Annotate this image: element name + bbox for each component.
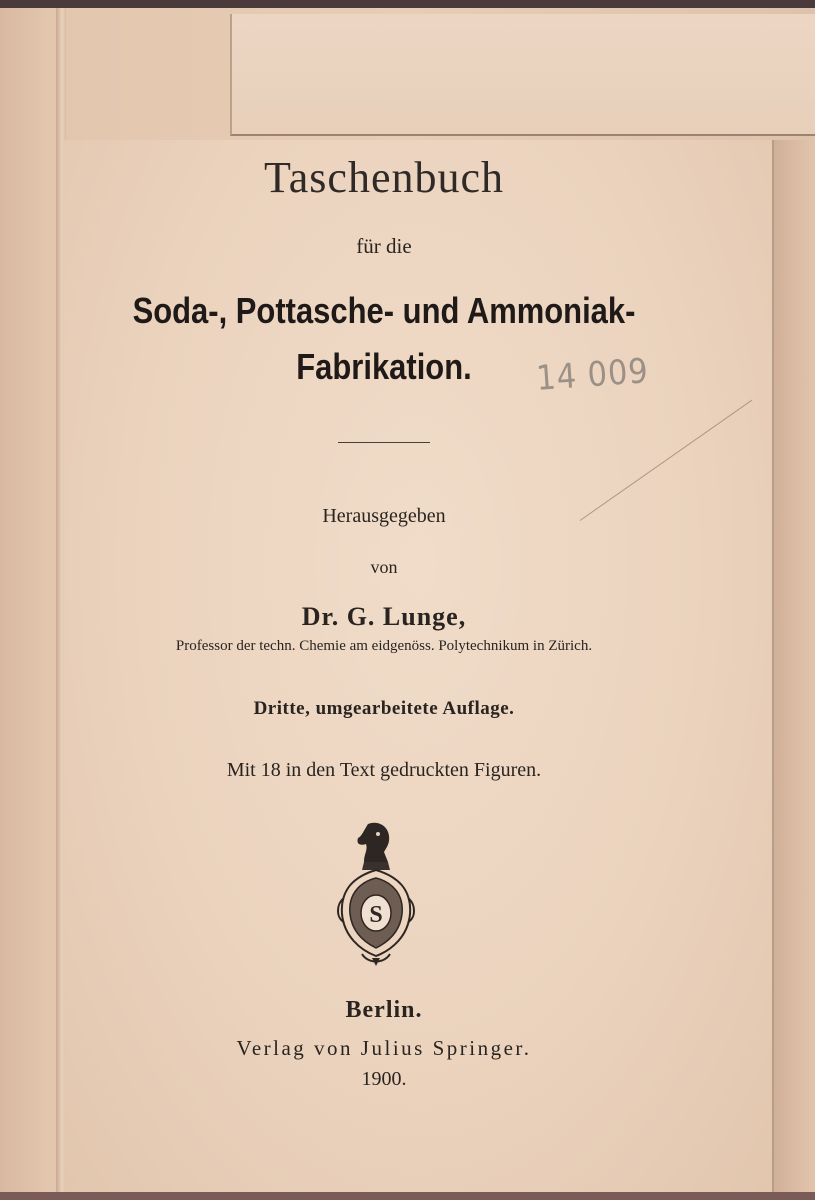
book-title: Taschenbuch bbox=[263, 153, 505, 202]
subtitle-fuer-die: für die bbox=[356, 234, 412, 258]
main-title-line-1: Soda-, Pottasche- und Ammoniak- bbox=[132, 290, 636, 331]
divider-rule bbox=[338, 442, 430, 443]
publisher-name: Verlag von Julius Springer. bbox=[236, 1036, 532, 1060]
publication-year: 1900. bbox=[361, 1068, 407, 1090]
publication-city: Berlin. bbox=[345, 997, 423, 1023]
page-edge bbox=[770, 140, 815, 1200]
publisher-emblem-icon bbox=[334, 818, 418, 968]
edition-statement: Dritte, umgearbeitete Auflage. bbox=[253, 698, 515, 719]
main-title-line-2: Fabrikation. bbox=[296, 346, 472, 387]
author-name: Dr. G. Lunge, bbox=[301, 602, 467, 631]
handwritten-note: 14 009 bbox=[534, 351, 650, 399]
edited-label: Herausgegeben bbox=[322, 505, 446, 527]
book-binding-bottom bbox=[0, 1192, 815, 1200]
figures-note: Mit 18 in den Text gedruckten Figuren. bbox=[226, 759, 542, 781]
svg-text:S: S bbox=[369, 902, 383, 928]
by-label: von bbox=[370, 557, 398, 577]
author-affiliation: Professor der techn. Chemie am eidgenöss. Polytechnikum in Zürich. bbox=[175, 638, 593, 654]
paper-tab-strip bbox=[230, 14, 815, 136]
